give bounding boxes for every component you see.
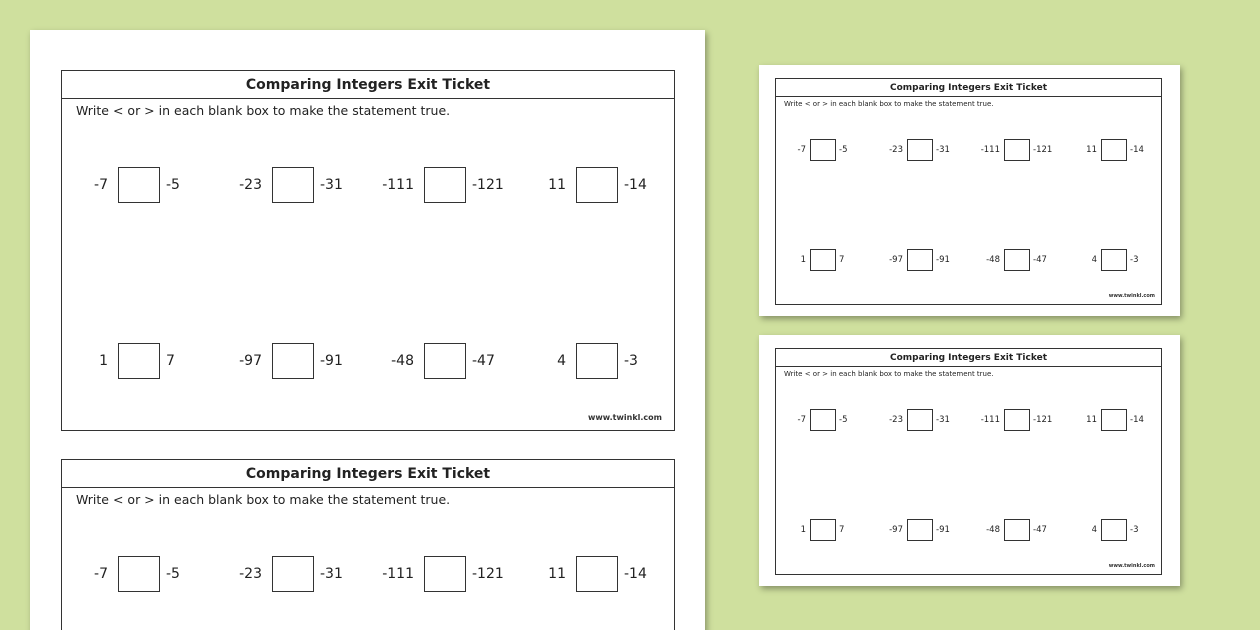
problem <box>873 139 963 161</box>
right-number: -47 <box>1033 255 1047 265</box>
problem <box>1067 409 1157 431</box>
answer-box[interactable] <box>424 343 466 379</box>
answer-box[interactable] <box>810 139 836 161</box>
ticket-title: Comparing Integers Exit Ticket <box>62 460 674 488</box>
problem <box>368 167 512 203</box>
left-number: 4 <box>1091 525 1097 535</box>
answer-box[interactable] <box>118 167 160 203</box>
right-number: -47 <box>472 353 495 369</box>
left-number: -7 <box>94 177 108 193</box>
right-number: -3 <box>1130 255 1139 265</box>
answer-box[interactable] <box>1101 519 1127 541</box>
problem <box>520 167 664 203</box>
right-number: -47 <box>1033 525 1047 535</box>
ticket-title: Comparing Integers Exit Ticket <box>776 349 1161 367</box>
right-number: 7 <box>166 353 175 369</box>
small-worksheet-top <box>759 65 1180 316</box>
problem <box>873 409 963 431</box>
problem <box>776 249 866 271</box>
problem <box>216 167 360 203</box>
ticket-title: Comparing Integers Exit Ticket <box>62 71 674 99</box>
answer-box[interactable] <box>1101 139 1127 161</box>
problem <box>520 343 664 379</box>
right-number: -121 <box>1033 145 1053 155</box>
right-number: -3 <box>624 353 638 369</box>
left-number: -23 <box>239 566 262 582</box>
right-number: -5 <box>839 145 848 155</box>
problem <box>970 409 1060 431</box>
right-number: -14 <box>1130 415 1144 425</box>
right-number: -91 <box>936 525 950 535</box>
left-number: 11 <box>1086 145 1097 155</box>
answer-box[interactable] <box>810 249 836 271</box>
right-number: -5 <box>166 566 180 582</box>
answer-box[interactable] <box>907 139 933 161</box>
answer-box[interactable] <box>810 519 836 541</box>
answer-box[interactable] <box>424 556 466 592</box>
left-number: -97 <box>239 353 262 369</box>
right-number: 7 <box>839 525 845 535</box>
problem <box>873 249 963 271</box>
answer-box[interactable] <box>907 409 933 431</box>
exit-ticket-small-2 <box>775 348 1162 575</box>
exit-ticket-1 <box>61 70 675 431</box>
problem <box>368 556 512 592</box>
ticket-title: Comparing Integers Exit Ticket <box>776 79 1161 97</box>
answer-box[interactable] <box>118 556 160 592</box>
right-number: -14 <box>624 177 647 193</box>
right-number: -31 <box>320 177 343 193</box>
problem <box>520 556 664 592</box>
answer-box[interactable] <box>1004 519 1030 541</box>
right-number: -121 <box>472 177 504 193</box>
right-number: -121 <box>1033 415 1053 425</box>
problem <box>62 167 206 203</box>
answer-box[interactable] <box>1004 249 1030 271</box>
problem <box>970 519 1060 541</box>
left-number: -48 <box>986 525 1000 535</box>
left-number: -23 <box>239 177 262 193</box>
left-number: -23 <box>889 415 903 425</box>
left-number: -48 <box>986 255 1000 265</box>
problem <box>62 343 206 379</box>
answer-box[interactable] <box>810 409 836 431</box>
left-number: 11 <box>548 177 566 193</box>
problem <box>873 519 963 541</box>
left-number: -7 <box>797 145 806 155</box>
problem <box>1067 519 1157 541</box>
answer-box[interactable] <box>1004 139 1030 161</box>
answer-box[interactable] <box>118 343 160 379</box>
answer-box[interactable] <box>576 343 618 379</box>
small-worksheet-bottom <box>759 335 1180 586</box>
problem <box>970 249 1060 271</box>
right-number: -91 <box>320 353 343 369</box>
left-number: -23 <box>889 145 903 155</box>
right-number: -91 <box>936 255 950 265</box>
right-number: -31 <box>936 415 950 425</box>
problem <box>368 343 512 379</box>
left-number: -111 <box>980 415 1000 425</box>
ticket-instruction: Write < or > in each blank box to make the statement true. <box>76 103 451 118</box>
left-number: -97 <box>889 525 903 535</box>
answer-box[interactable] <box>272 556 314 592</box>
left-number: 4 <box>557 353 566 369</box>
twinkl-footer: www.twinkl.com <box>587 413 662 422</box>
left-number: -111 <box>382 177 414 193</box>
problem <box>776 409 866 431</box>
left-number: -7 <box>797 415 806 425</box>
answer-box[interactable] <box>576 167 618 203</box>
answer-box[interactable] <box>907 519 933 541</box>
answer-box[interactable] <box>576 556 618 592</box>
ticket-instruction: Write < or > in each blank box to make the statement true. <box>784 370 994 378</box>
answer-box[interactable] <box>1101 249 1127 271</box>
right-number: 7 <box>839 255 845 265</box>
right-number: -31 <box>936 145 950 155</box>
problem <box>216 343 360 379</box>
right-number: -5 <box>166 177 180 193</box>
problem <box>1067 249 1157 271</box>
answer-box[interactable] <box>1101 409 1127 431</box>
answer-box[interactable] <box>424 167 466 203</box>
left-number: 4 <box>1091 255 1097 265</box>
twinkl-footer: www.twinkl.com <box>1108 563 1155 569</box>
exit-ticket-small-1 <box>775 78 1162 305</box>
right-number: -3 <box>1130 525 1139 535</box>
left-number: -97 <box>889 255 903 265</box>
left-number: 11 <box>548 566 566 582</box>
problem <box>216 556 360 592</box>
problem <box>62 556 206 592</box>
problem <box>970 139 1060 161</box>
ticket-instruction: Write < or > in each blank box to make the statement true. <box>784 100 994 108</box>
left-number: -48 <box>391 353 414 369</box>
ticket-instruction: Write < or > in each blank box to make the statement true. <box>76 492 451 507</box>
large-worksheet <box>30 30 705 630</box>
left-number: 1 <box>800 255 806 265</box>
twinkl-footer: www.twinkl.com <box>1108 293 1155 299</box>
left-number: -7 <box>94 566 108 582</box>
right-number: -121 <box>472 566 504 582</box>
exit-ticket-2 <box>61 459 675 630</box>
left-number: 1 <box>99 353 108 369</box>
right-number: -31 <box>320 566 343 582</box>
problem <box>1067 139 1157 161</box>
right-number: -5 <box>839 415 848 425</box>
answer-box[interactable] <box>272 167 314 203</box>
problem <box>776 519 866 541</box>
left-number: -111 <box>980 145 1000 155</box>
answer-box[interactable] <box>907 249 933 271</box>
right-number: -14 <box>1130 145 1144 155</box>
left-number: -111 <box>382 566 414 582</box>
left-number: 1 <box>800 525 806 535</box>
answer-box[interactable] <box>1004 409 1030 431</box>
answer-box[interactable] <box>272 343 314 379</box>
problem <box>776 139 866 161</box>
left-number: 11 <box>1086 415 1097 425</box>
right-number: -14 <box>624 566 647 582</box>
